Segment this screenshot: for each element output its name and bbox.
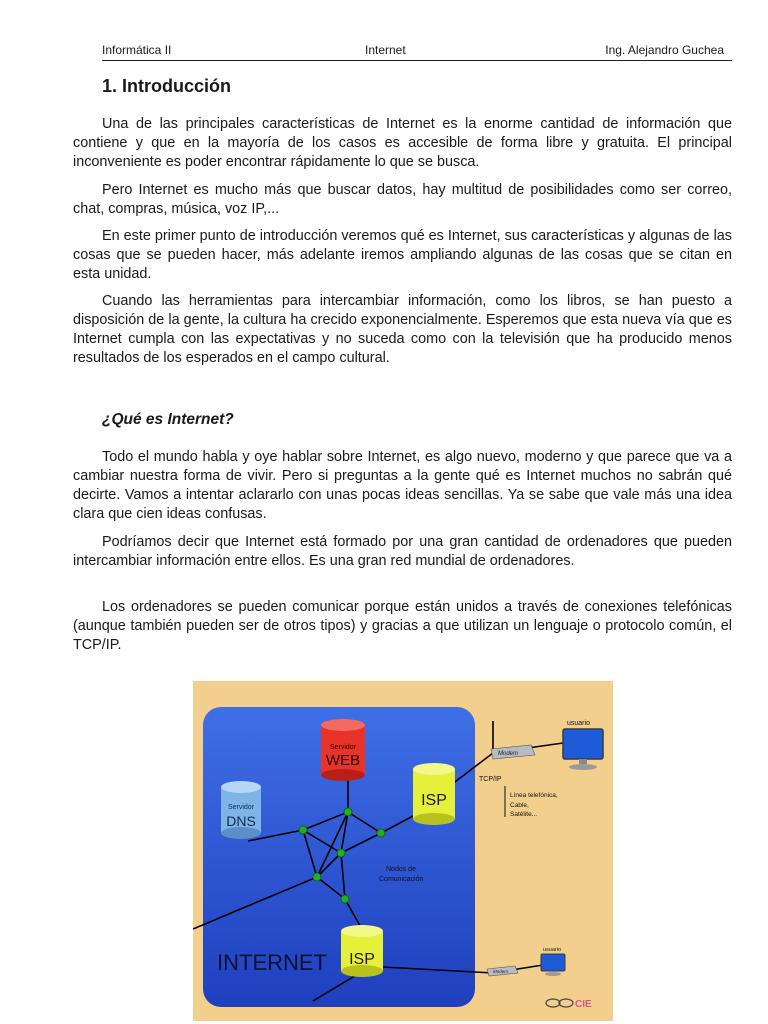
nodes-label-line1: Nodos de: [386, 866, 416, 873]
paragraph: Podríamos decir que Internet está formado por una gran cantidad de ordenadores que pueden intercambiar información entre ellos. Es una gran red mundial de ordenadores.: [73, 534, 732, 569]
line-type-cable: Cable,: [510, 802, 529, 809]
paragraph: Cuando las herramientas para intercambiar información, como los libros, se han puesto a disposición de la gente, la cultura ha crecido exponencialmente. Esperemos que esta nueva vía que es Internet cumpla con las expectativas y no suceda como con la televisión que ha producido menos resultados de los esperados en el campo cultural.: [73, 293, 732, 366]
dns-server-label: DNS: [226, 813, 256, 829]
line-type-satellite: Satélite...: [510, 811, 538, 818]
internet-label: INTERNET: [217, 950, 327, 975]
paragraph: Los ordenadores se pueden comunicar porque están unidos a través de conexiones telefónicas (aunque también pueden ser de otros tipos) y gracias a que utilizan un lenguaje o protocolo común, el TCP/IP.: [73, 599, 732, 653]
header-course: Informática II: [102, 43, 172, 57]
tcpip-label: TCP/IP: [479, 776, 502, 783]
logo-text: CIE: [575, 999, 592, 1010]
paragraph: En este primer punto de introducción veremos qué es Internet, sus características y algunas de las cosas que se pueden hacer, más adelante iremos ampliando algunas de las cosas que se citan en esta unidad.: [73, 228, 732, 282]
web-server-small-label: Servidor: [329, 744, 357, 751]
line-type-phone: Línea telefónica,: [510, 792, 558, 799]
dns-server-icon: [221, 781, 261, 839]
internet-diagram: [193, 681, 613, 1021]
dns-server-small-label: Servidor: [227, 804, 255, 811]
paragraph: Pero Internet es mucho más que buscar datos, hay multitud de posibilidades como ser correo, chat, compras, música, voz IP,...: [73, 182, 732, 217]
user-bottom-label: usuario: [543, 947, 562, 953]
section-title-introduccion: 1. Introducción: [102, 76, 232, 96]
isp-top-icon: [413, 763, 455, 825]
paragraph: Todo el mundo habla y oye hablar sobre Internet, es algo nuevo, moderno y que parece que va a cambiar nuestra forma de vivir. Pero si preguntas a la gente qué es Internet muchos no sabrán qué decirte. Vamos a intentar aclararlo con unas pocas ideas sencillas. Ya se sabe que vale más una idea clara que cien ideas confusas.: [73, 449, 732, 522]
isp-bottom-label: ISP: [349, 951, 375, 968]
user-top-label: usuario: [567, 720, 590, 727]
modem-top-label: Modem: [498, 751, 519, 757]
isp-bottom-icon: [341, 925, 383, 977]
header-author: Ing. Alejandro Guchea: [605, 43, 724, 57]
header-topic: Internet: [365, 43, 406, 57]
web-server-label: WEB: [325, 752, 361, 769]
running-header: [102, 43, 732, 61]
web-server-icon: [321, 719, 365, 781]
modem-bottom-label: Modem: [493, 969, 509, 974]
paragraph: Una de las principales características de Internet es la enorme cantidad de información que contiene y que en la mayoría de los casos es accesible de forma libre y gratuita. El principal inconveniente es poder encontrar rápidamente lo que se busca.: [73, 116, 732, 170]
nodes-label-line2: Comunicación: [379, 876, 424, 883]
isp-top-label: ISP: [421, 792, 447, 809]
section-title-que-es-internet: ¿Qué es Internet?: [102, 411, 234, 428]
